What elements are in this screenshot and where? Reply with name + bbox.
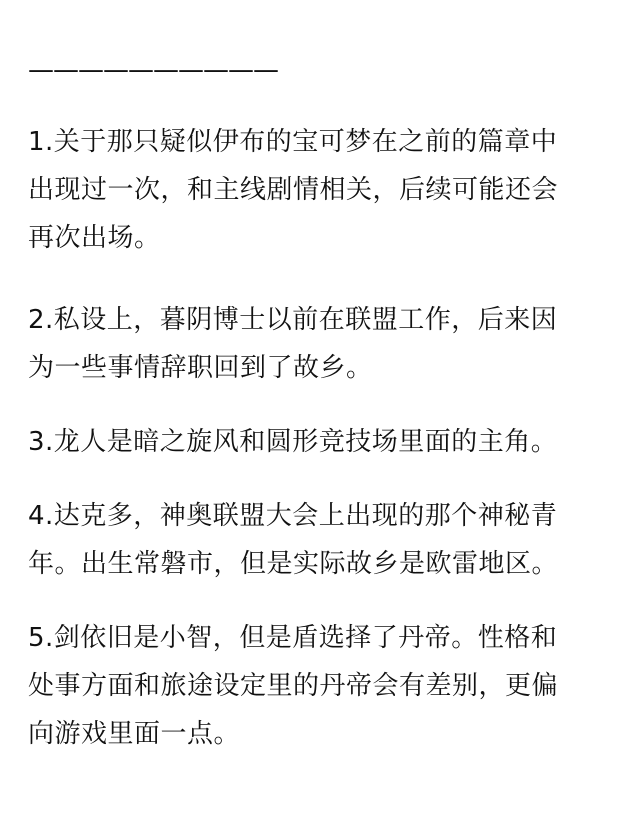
note-line: 向游戏里面一点。 — [28, 719, 241, 749]
note-line: 2.私设上，暮阴博士以前在联盟工作，后来因 — [28, 305, 558, 335]
note-line: 5.剑依旧是小智，但是盾选择了丹帝。性格和 — [28, 623, 558, 653]
note-item-5 — [28, 614, 618, 758]
note-line: 4.达克多，神奥联盟大会上出现的那个神秘青 — [28, 501, 558, 531]
section-divider: —————————— — [28, 55, 278, 85]
note-line: 再次出场。 — [28, 223, 161, 253]
note-line: 1.关于那只疑似伊布的宝可梦在之前的篇章中 — [28, 127, 558, 157]
note-line: 年。出生常磐市，但是实际故乡是欧雷地区。 — [28, 549, 559, 579]
note-line: 出现过一次，和主线剧情相关，后续可能还会 — [28, 175, 559, 205]
note-item-2 — [28, 296, 618, 392]
note-item-4 — [28, 492, 618, 588]
note-line: 为一些事情辞职回到了故乡。 — [28, 353, 373, 383]
note-line: 3.龙人是暗之旋风和圆形竞技场里面的主角。 — [28, 427, 558, 457]
note-line: 处事方面和旅途设定里的丹帝会有差别，更偏 — [28, 671, 559, 701]
note-item-1 — [28, 118, 618, 262]
note-item-3 — [28, 418, 618, 466]
